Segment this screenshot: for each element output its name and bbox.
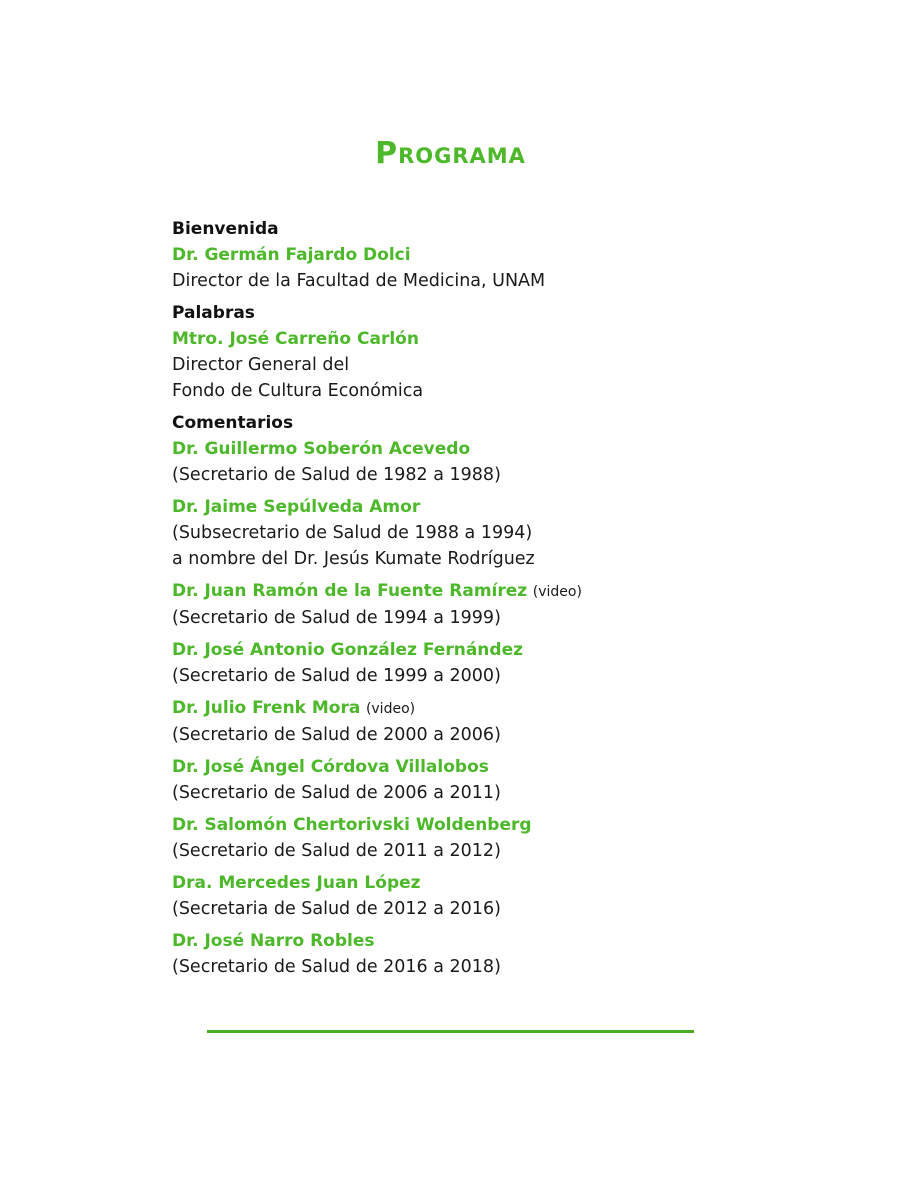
speaker-entry bbox=[172, 870, 732, 922]
speaker-role: a nombre del Dr. Jesús Kumate Rodríguez bbox=[172, 549, 535, 569]
speaker-name: Dra. Mercedes Juan López bbox=[172, 873, 421, 893]
speaker-name: Dr. Germán Fajardo Dolci bbox=[172, 245, 411, 265]
video-note: (video) bbox=[365, 701, 416, 717]
speaker-entry bbox=[172, 637, 732, 689]
speaker-role: (Secretario de Salud de 1999 a 2000) bbox=[172, 666, 501, 686]
speaker-role: (Secretario de Salud de 2000 a 2006) bbox=[172, 725, 501, 745]
speaker-entry bbox=[172, 578, 732, 631]
speaker-name: Dr. José Ángel Córdova Villalobos bbox=[172, 757, 489, 777]
section-comentarios bbox=[172, 410, 732, 980]
speaker-entry bbox=[172, 695, 732, 748]
speaker-name: Mtro. José Carreño Carlón bbox=[172, 329, 419, 349]
speaker-role: Fondo de Cultura Económica bbox=[172, 381, 424, 401]
speaker-name: Dr. Julio Frenk Mora bbox=[172, 698, 361, 718]
speaker-role: Director General del bbox=[172, 355, 350, 375]
speaker-role: (Secretario de Salud de 2016 a 2018) bbox=[172, 957, 501, 977]
speaker-role: (Subsecretario de Salud de 1988 a 1994) bbox=[172, 523, 533, 543]
speaker-entry bbox=[172, 494, 732, 572]
speaker-name: Dr. Jaime Sepúlveda Amor bbox=[172, 497, 421, 517]
section-heading: Bienvenida bbox=[172, 219, 279, 239]
divider-rule bbox=[207, 1030, 694, 1033]
video-note: (video) bbox=[532, 584, 582, 600]
section-heading: Palabras bbox=[172, 303, 255, 323]
speaker-role: (Secretario de Salud de 1982 a 1988) bbox=[172, 465, 501, 485]
speaker-entry bbox=[172, 928, 732, 980]
speaker-name: Dr. Juan Ramón de la Fuente Ramírez bbox=[172, 581, 528, 601]
speaker-role: (Secretario de Salud de 1994 a 1999) bbox=[172, 608, 501, 628]
section-heading: Comentarios bbox=[172, 413, 294, 433]
speaker-name: Dr. Guillermo Soberón Acevedo bbox=[172, 439, 471, 459]
speaker-role: Director de la Facultad de Medicina, UNAM bbox=[172, 271, 546, 291]
speaker-entry bbox=[172, 812, 732, 864]
page-title: Programa bbox=[375, 136, 526, 171]
speaker-name: Dr. José Antonio González Fernández bbox=[172, 640, 523, 660]
speaker-name: Dr. José Narro Robles bbox=[172, 931, 375, 951]
program-list bbox=[172, 216, 732, 986]
speaker-line bbox=[172, 695, 732, 722]
section-bienvenida bbox=[172, 216, 732, 294]
speaker-role: (Secretario de Salud de 2011 a 2012) bbox=[172, 841, 501, 861]
speaker-name: Dr. Salomón Chertorivski Woldenberg bbox=[172, 815, 532, 835]
speaker-line bbox=[172, 578, 732, 605]
speaker-role: (Secretaria de Salud de 2012 a 2016) bbox=[172, 899, 501, 919]
section-palabras bbox=[172, 300, 732, 404]
speaker-role: (Secretario de Salud de 2006 a 2011) bbox=[172, 783, 501, 803]
speaker-entry bbox=[172, 436, 732, 488]
speaker-entry bbox=[172, 754, 732, 806]
